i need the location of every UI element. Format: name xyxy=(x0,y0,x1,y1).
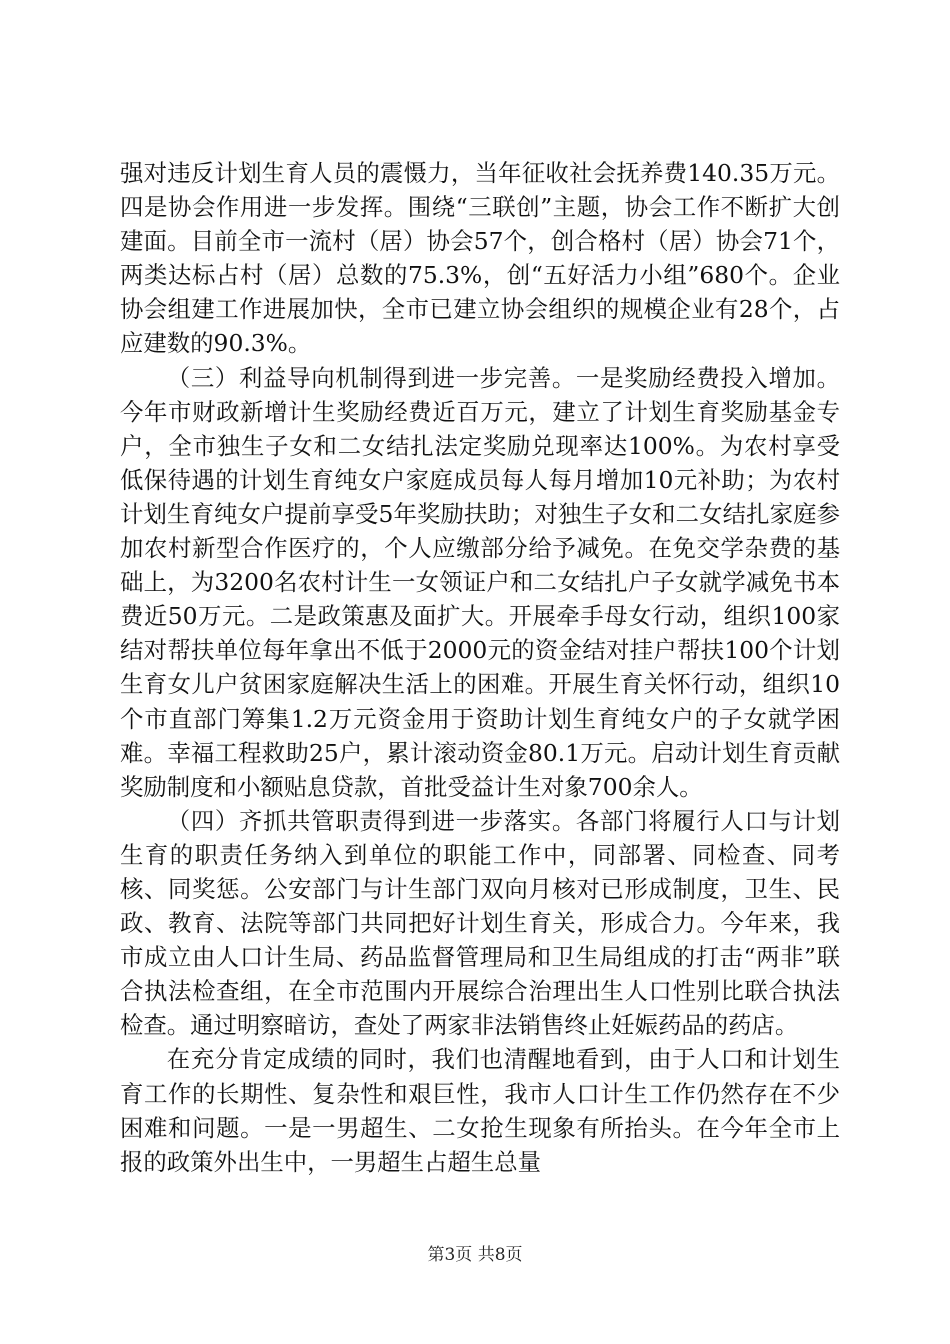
paragraph-2: （三）利益导向机制得到进一步完善。一是奖励经费投入增加。今年市财政新增计生奖励经费近百万元，建立了计划生育奖励基金专户，全市独生子女和二女结扎法定奖励兑现率达100%。为农村享受低保待遇的计划生育纯女户家庭成员每人每月增加10元补助；为农村计划生育纯女户提前享受5年奖励扶助；对独生子女和二女结扎家庭参加农村新型合作医疗的，个人应缴部分给予减免。在免交学杂费的基础上，为3200名农村计生一女领证户和二女结扎户子女就学减免书本费近50万元。二是政策惠及面扩大。开展牵手母女行动，组织100家结对帮扶单位每年拿出不低于2000元的资金结对挂户帮扶100个计划生育女儿户贫困家庭解决生活上的困难。开展生育关怀行动，组织10个市直部门筹集1.2万元资金用于资助计划生育纯女户的子女就学困难。幸福工程救助25户，累计滚动资金80.1万元。启动计划生育贡献奖励制度和小额贴息贷款，首批受益计生对象700余人。 xyxy=(120,363,840,801)
page-footer: 第3页 共8页 xyxy=(427,1245,523,1265)
paragraph-4: 在充分肯定成绩的同时，我们也清醒地看到，由于人口和计划生育工作的长期性、复杂性和艰巨性，我市人口计生工作仍然存在不少困难和问题。一是一男超生、二女抢生现象有所抬头。在今年全市上报的政策外出生中，一男超生占超生总量 xyxy=(120,1045,840,1176)
paragraph-3: （四）齐抓共管职责得到进一步落实。各部门将履行人口与计划生育的职责任务纳入到单位的职能工作中，同部署、同检查、同考核、同奖惩。公安部门与计生部门双向月核对已形成制度，卫生、民政、教育、法院等部门共同把好计划生育关，形成合力。今年来，我市成立由人口计生局、药品监督管理局和卫生局组成的打击“两非”联合执法检查组，在全市范围内开展综合治理出生人口性别比联合执法检查。通过明察暗访，查处了两家非法销售终止妊娠药品的药店。 xyxy=(120,806,840,1040)
paragraph-1: 强对违反计划生育人员的震慑力，当年征收社会抚养费140.35万元。四是协会作用进一步发挥。围绕“三联创”主题，协会工作不断扩大创建面。目前全市一流村（居）协会57个，创合格村（居）协会71个，两类达标占村（居）总数的75.3%，创“五好活力小组”680个。企业协会组建工作进展加快，全市已建立协会组织的规模企业有28个，占应建数的90.3%。 xyxy=(120,159,840,358)
document-body xyxy=(120,156,840,1179)
